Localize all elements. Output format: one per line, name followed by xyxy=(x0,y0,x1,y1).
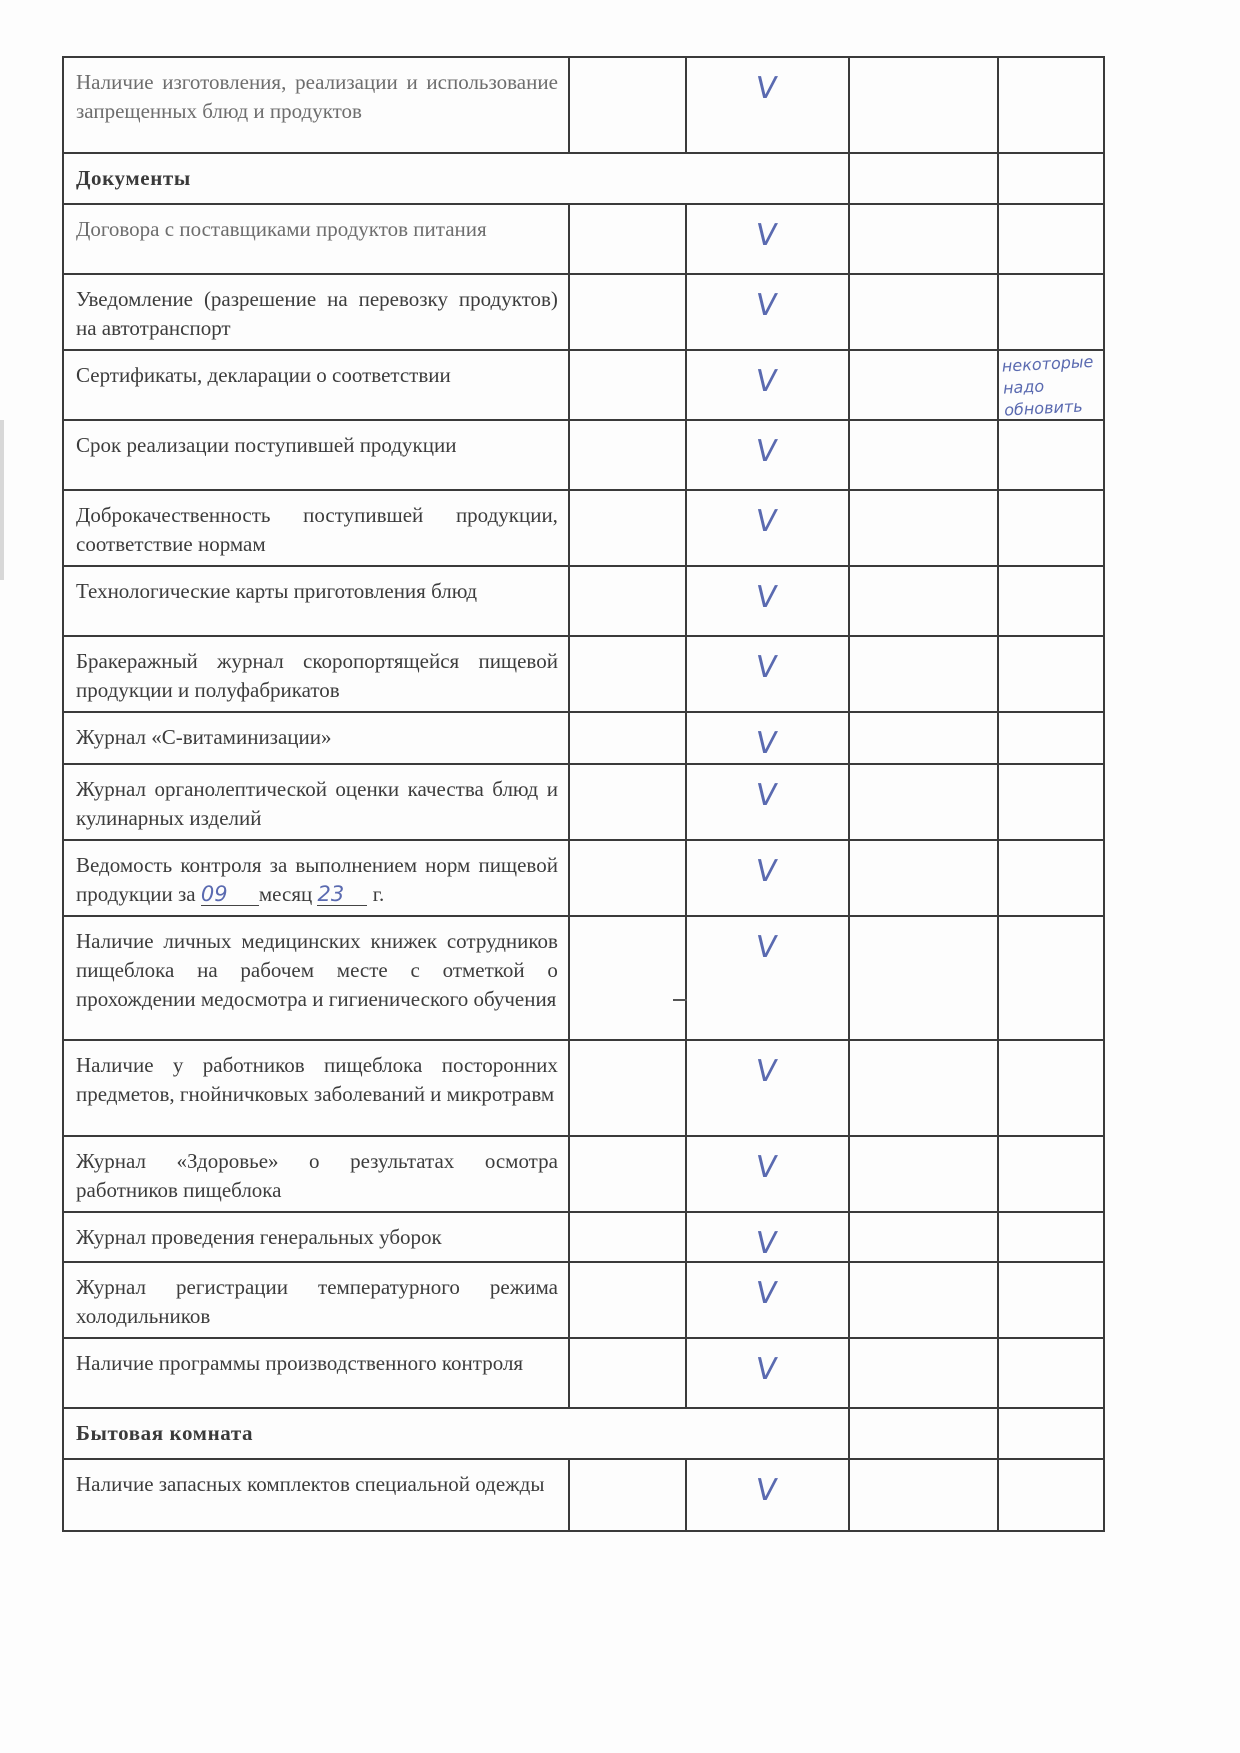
empty-cell xyxy=(849,1040,998,1136)
check-cell xyxy=(686,204,849,274)
handwritten-year-field: 23 xyxy=(317,883,367,906)
check-cell xyxy=(686,274,849,350)
empty-cell xyxy=(569,764,686,840)
section-heading: Бытовая комната xyxy=(63,1408,849,1459)
check-cell xyxy=(686,1136,849,1212)
empty-cell xyxy=(849,636,998,712)
table-row xyxy=(63,350,1104,420)
criterion-text: Журнал «С-витаминизации» xyxy=(63,712,569,764)
note-cell xyxy=(998,1338,1104,1408)
note-cell xyxy=(998,1262,1104,1338)
checklist-table xyxy=(62,56,1105,1532)
empty-cell xyxy=(849,1338,998,1408)
criterion-text: Наличие запасных комплектов специальной одежды xyxy=(63,1459,569,1531)
empty-cell xyxy=(998,153,1104,204)
empty-cell xyxy=(569,204,686,274)
empty-cell xyxy=(849,1212,998,1262)
table-row xyxy=(63,1136,1104,1212)
criterion-text: Журнал проведения генеральных уборок xyxy=(63,1212,569,1262)
note-cell xyxy=(998,350,1104,420)
check-cell xyxy=(686,840,849,916)
handwritten-check-mark: V xyxy=(753,726,780,761)
table-row xyxy=(63,636,1104,712)
scan-edge-shadow xyxy=(0,420,4,580)
criterion-text: Журнал «Здоровье» о результатах осмотра работников пищеблока xyxy=(63,1136,569,1212)
empty-cell xyxy=(569,420,686,490)
handwritten-check-mark: V xyxy=(753,1226,780,1261)
check-cell xyxy=(686,712,849,764)
empty-cell xyxy=(849,916,998,1040)
table-row xyxy=(63,490,1104,566)
note-cell xyxy=(998,916,1104,1040)
table-row xyxy=(63,1262,1104,1338)
empty-cell xyxy=(849,840,998,916)
empty-cell xyxy=(569,566,686,636)
handwritten-check-mark: V xyxy=(753,1054,780,1089)
note-cell xyxy=(998,712,1104,764)
note-cell xyxy=(998,490,1104,566)
empty-cell xyxy=(849,1459,998,1531)
criterion-text: Сертификаты, декларации о соответствии xyxy=(63,350,569,420)
empty-cell xyxy=(849,490,998,566)
empty-cell xyxy=(569,916,686,1040)
table-row xyxy=(63,1338,1104,1408)
criterion-text: Наличие личных медицинских книжек сотрудников пищеблока на рабочем месте с отметкой о прохождении медосмотра и гигиенического обучения xyxy=(63,916,569,1040)
section-heading: Документы xyxy=(63,153,849,204)
check-cell xyxy=(686,1212,849,1262)
handwritten-check-mark: V xyxy=(753,1473,780,1508)
check-cell xyxy=(686,420,849,490)
criterion-text: Наличие у работников пищеблока посторонних предметов, гнойничковых заболеваний и микротравм xyxy=(63,1040,569,1136)
table-row xyxy=(63,840,1104,916)
table-row xyxy=(63,57,1104,153)
pen-dash-mark xyxy=(673,999,687,1001)
table-row xyxy=(63,566,1104,636)
criterion-text xyxy=(63,840,569,916)
check-cell xyxy=(686,764,849,840)
note-cell xyxy=(998,1136,1104,1212)
empty-cell xyxy=(569,712,686,764)
handwritten-month-field: 09 xyxy=(201,883,259,906)
note-cell xyxy=(998,566,1104,636)
check-cell xyxy=(686,490,849,566)
note-cell xyxy=(998,636,1104,712)
empty-cell xyxy=(849,1136,998,1212)
table-row xyxy=(63,916,1104,1040)
handwritten-check-mark: V xyxy=(753,71,780,106)
empty-cell xyxy=(569,57,686,153)
handwritten-check-mark: V xyxy=(753,504,780,539)
criterion-text: Технологические карты приготовления блюд xyxy=(63,566,569,636)
note-cell xyxy=(998,840,1104,916)
check-cell xyxy=(686,566,849,636)
criterion-text: Журнал органолептической оценки качества блюд и кулинарных изделий xyxy=(63,764,569,840)
note-cell xyxy=(998,420,1104,490)
empty-cell xyxy=(849,153,998,204)
table-row xyxy=(63,420,1104,490)
handwritten-check-mark: V xyxy=(753,1276,780,1311)
check-cell xyxy=(686,57,849,153)
table-row xyxy=(63,1459,1104,1531)
handwritten-check-mark: V xyxy=(753,1352,780,1387)
criterion-text-part: Ведомость контроля за выполнением норм пищевой продукции за xyxy=(76,853,558,906)
empty-cell xyxy=(849,420,998,490)
criterion-text: Договора с поставщиками продуктов питания xyxy=(63,204,569,274)
empty-cell xyxy=(849,764,998,840)
section-row xyxy=(63,153,1104,204)
table-row xyxy=(63,1040,1104,1136)
empty-cell xyxy=(849,712,998,764)
note-cell xyxy=(998,1040,1104,1136)
criterion-text-part: г. xyxy=(367,882,385,906)
criterion-text: Наличие программы производственного контроля xyxy=(63,1338,569,1408)
handwritten-check-mark: V xyxy=(753,930,780,965)
table-row xyxy=(63,1212,1104,1262)
empty-cell xyxy=(569,1040,686,1136)
empty-cell xyxy=(569,1262,686,1338)
handwritten-check-mark: V xyxy=(753,1150,780,1185)
handwritten-check-mark: V xyxy=(753,364,780,399)
empty-cell xyxy=(569,1136,686,1212)
table-row xyxy=(63,712,1104,764)
note-cell xyxy=(998,274,1104,350)
handwritten-check-mark: V xyxy=(753,434,780,469)
empty-cell xyxy=(849,566,998,636)
criterion-text: Журнал регистрации температурного режима холодильников xyxy=(63,1262,569,1338)
criterion-text: Уведомление (разрешение на перевозку продуктов) на автотранспорт xyxy=(63,274,569,350)
note-cell xyxy=(998,1459,1104,1531)
handwritten-check-mark: V xyxy=(753,778,780,813)
check-cell xyxy=(686,916,849,1040)
check-cell xyxy=(686,1262,849,1338)
check-cell xyxy=(686,1338,849,1408)
note-cell xyxy=(998,57,1104,153)
empty-cell xyxy=(569,490,686,566)
empty-cell xyxy=(569,1459,686,1531)
empty-cell xyxy=(569,274,686,350)
check-cell xyxy=(686,1459,849,1531)
handwritten-check-mark: V xyxy=(753,650,780,685)
checklist-table-body xyxy=(63,57,1104,1531)
empty-cell xyxy=(569,1212,686,1262)
table-row xyxy=(63,274,1104,350)
criterion-text: Доброкачественность поступившей продукции, соответствие нормам xyxy=(63,490,569,566)
table-row xyxy=(63,764,1104,840)
criterion-text: Бракеражный журнал скоропортящейся пищевой продукции и полуфабрикатов xyxy=(63,636,569,712)
criterion-text-part: месяц xyxy=(258,882,318,906)
empty-cell xyxy=(569,840,686,916)
empty-cell xyxy=(569,636,686,712)
note-cell xyxy=(998,1212,1104,1262)
empty-cell xyxy=(849,1408,998,1459)
criterion-text: Наличие изготовления, реализации и использование запрещенных блюд и продуктов xyxy=(63,57,569,153)
note-cell xyxy=(998,764,1104,840)
handwritten-check-mark: V xyxy=(753,218,780,253)
check-cell xyxy=(686,1040,849,1136)
criterion-text: Срок реализации поступившей продукции xyxy=(63,420,569,490)
empty-cell xyxy=(849,57,998,153)
empty-cell xyxy=(569,1338,686,1408)
table-row xyxy=(63,204,1104,274)
empty-cell xyxy=(849,274,998,350)
check-cell xyxy=(686,636,849,712)
handwritten-check-mark: V xyxy=(753,288,780,323)
section-row xyxy=(63,1408,1104,1459)
handwritten-note: некоторые надо обновить xyxy=(1000,351,1094,420)
empty-cell xyxy=(849,204,998,274)
check-cell xyxy=(686,350,849,420)
handwritten-check-mark: V xyxy=(753,580,780,615)
empty-cell xyxy=(849,1262,998,1338)
empty-cell xyxy=(569,350,686,420)
handwritten-check-mark: V xyxy=(753,854,780,889)
empty-cell xyxy=(849,350,998,420)
empty-cell xyxy=(998,1408,1104,1459)
note-cell xyxy=(998,204,1104,274)
